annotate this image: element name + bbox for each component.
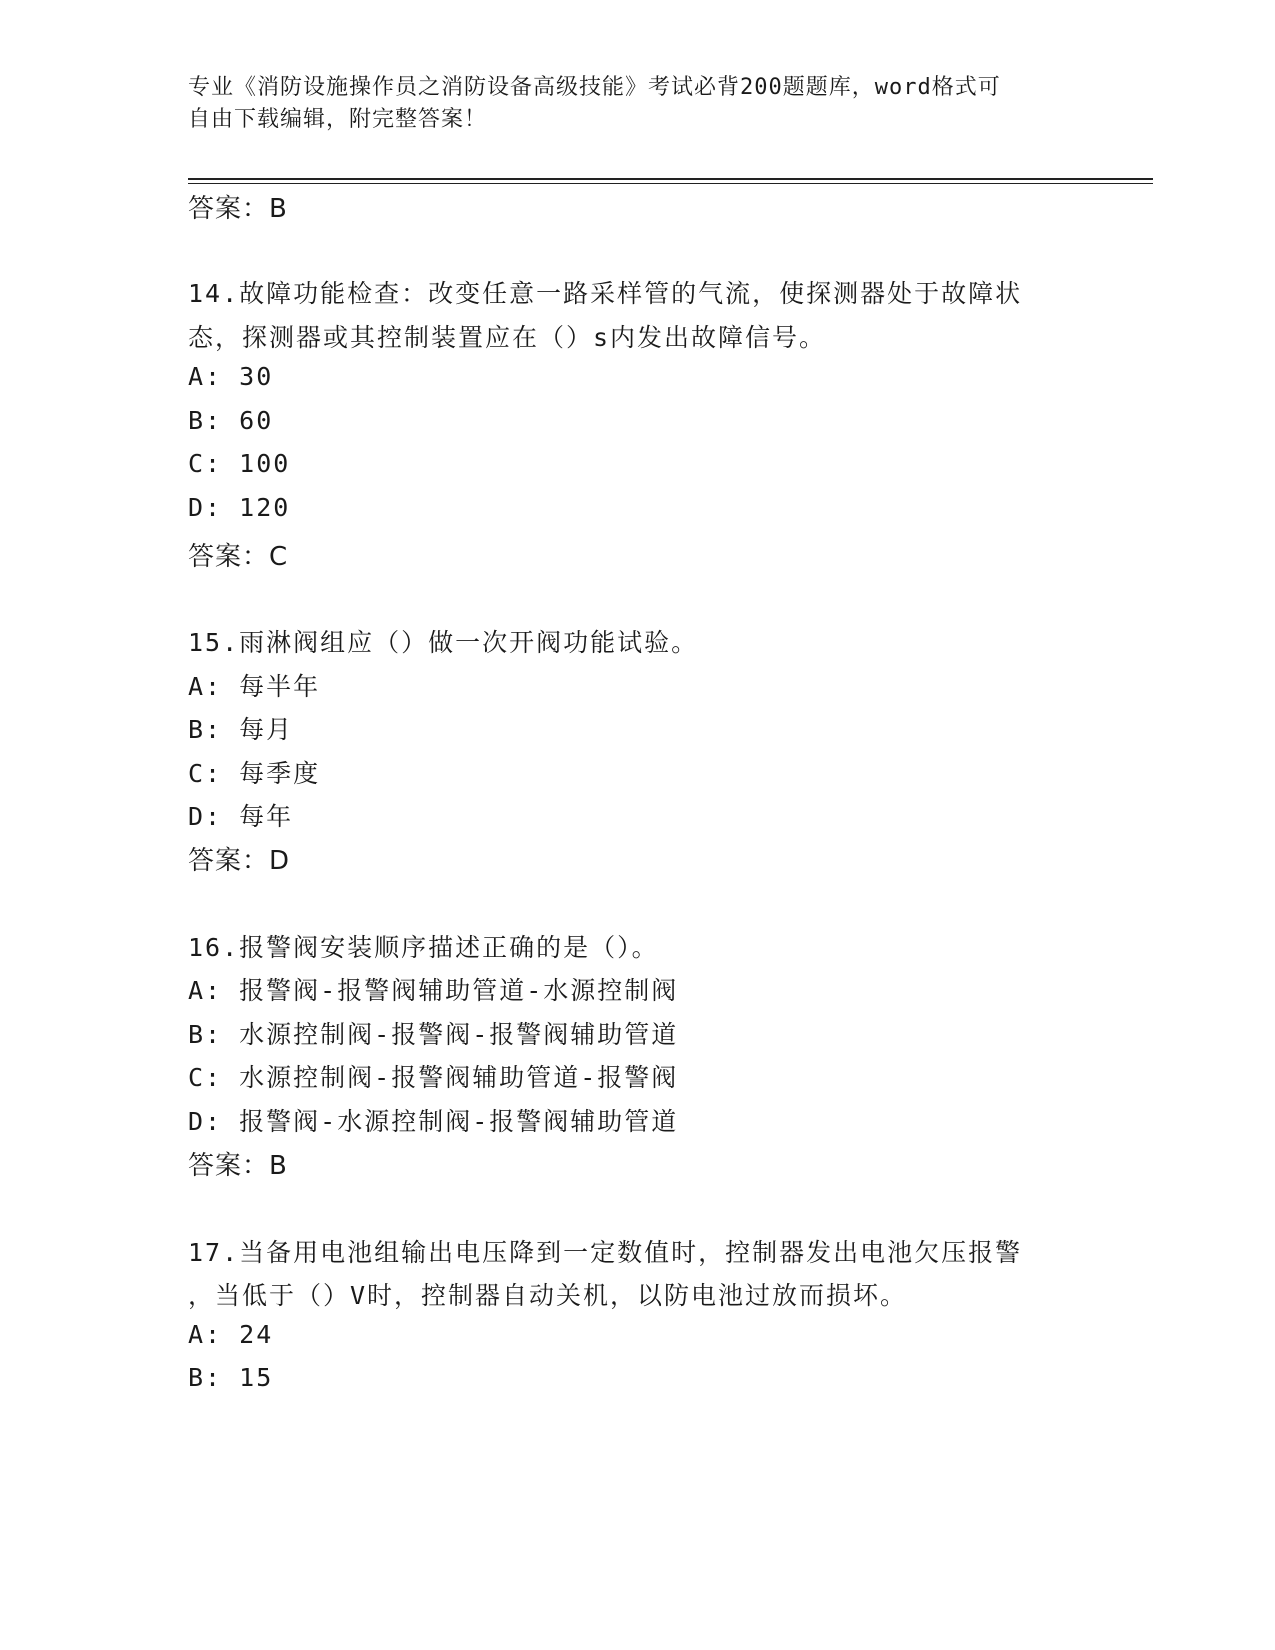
question-15-option-c: C: 每季度: [188, 759, 321, 788]
question-17-stem-line-1: 17.当备用电池组输出电压降到一定数值时，控制器发出电池欠压报警: [188, 1238, 1023, 1267]
question-15-option-b: B: 每月: [188, 715, 294, 744]
question-17-stem-line-2: ，当低于（）V时，控制器自动关机，以防电池过放而损坏。: [188, 1281, 908, 1310]
question-16-option-a: A: 报警阀-报警阀辅助管道-水源控制阀: [188, 976, 679, 1005]
document-header: [188, 72, 1088, 136]
question-16-option-b: B: 水源控制阀-报警阀-报警阀辅助管道: [188, 1020, 679, 1049]
question-14-option-c: C: 100: [188, 449, 291, 478]
answer-line: 答案：B: [188, 194, 288, 224]
question-15-stem-line-1: 15.雨淋阀组应（）做一次开阀功能试验。: [188, 628, 699, 657]
header-divider-thin: [188, 183, 1153, 184]
question-16-option-d: D: 报警阀-水源控制阀-报警阀辅助管道: [188, 1107, 679, 1136]
question-16-option-c: C: 水源控制阀-报警阀辅助管道-报警阀: [188, 1063, 679, 1092]
question-17-option-b: B: 15: [188, 1363, 274, 1392]
question-15-option-a: A: 每半年: [188, 672, 321, 701]
question-14-option-a: A: 30: [188, 362, 274, 391]
question-14-answer: 答案：C: [188, 542, 289, 572]
question-14-option-b: B: 60: [188, 406, 274, 435]
question-14-stem-line-1: 14.故障功能检查：改变任意一路采样管的气流，使探测器处于故障状: [188, 279, 1023, 308]
question-17-option-a: A: 24: [188, 1320, 274, 1349]
header-line-2: 自由下载编辑，附完整答案！: [188, 107, 488, 132]
question-14-stem-line-2: 态，探测器或其控制装置应在（）s内发出故障信号。: [188, 323, 827, 352]
question-16-stem-line-1: 16.报警阀安装顺序描述正确的是（）。: [188, 933, 659, 962]
question-14-option-d: D: 120: [188, 493, 291, 522]
question-15-option-d: D: 每年: [188, 802, 294, 831]
header-line-1: 专业《消防设施操作员之消防设备高级技能》考试必背200题题库，word格式可: [188, 75, 1001, 100]
question-15-answer: 答案：D: [188, 846, 291, 876]
question-16-answer: 答案：B: [188, 1151, 288, 1181]
header-divider-thick: [188, 178, 1153, 180]
